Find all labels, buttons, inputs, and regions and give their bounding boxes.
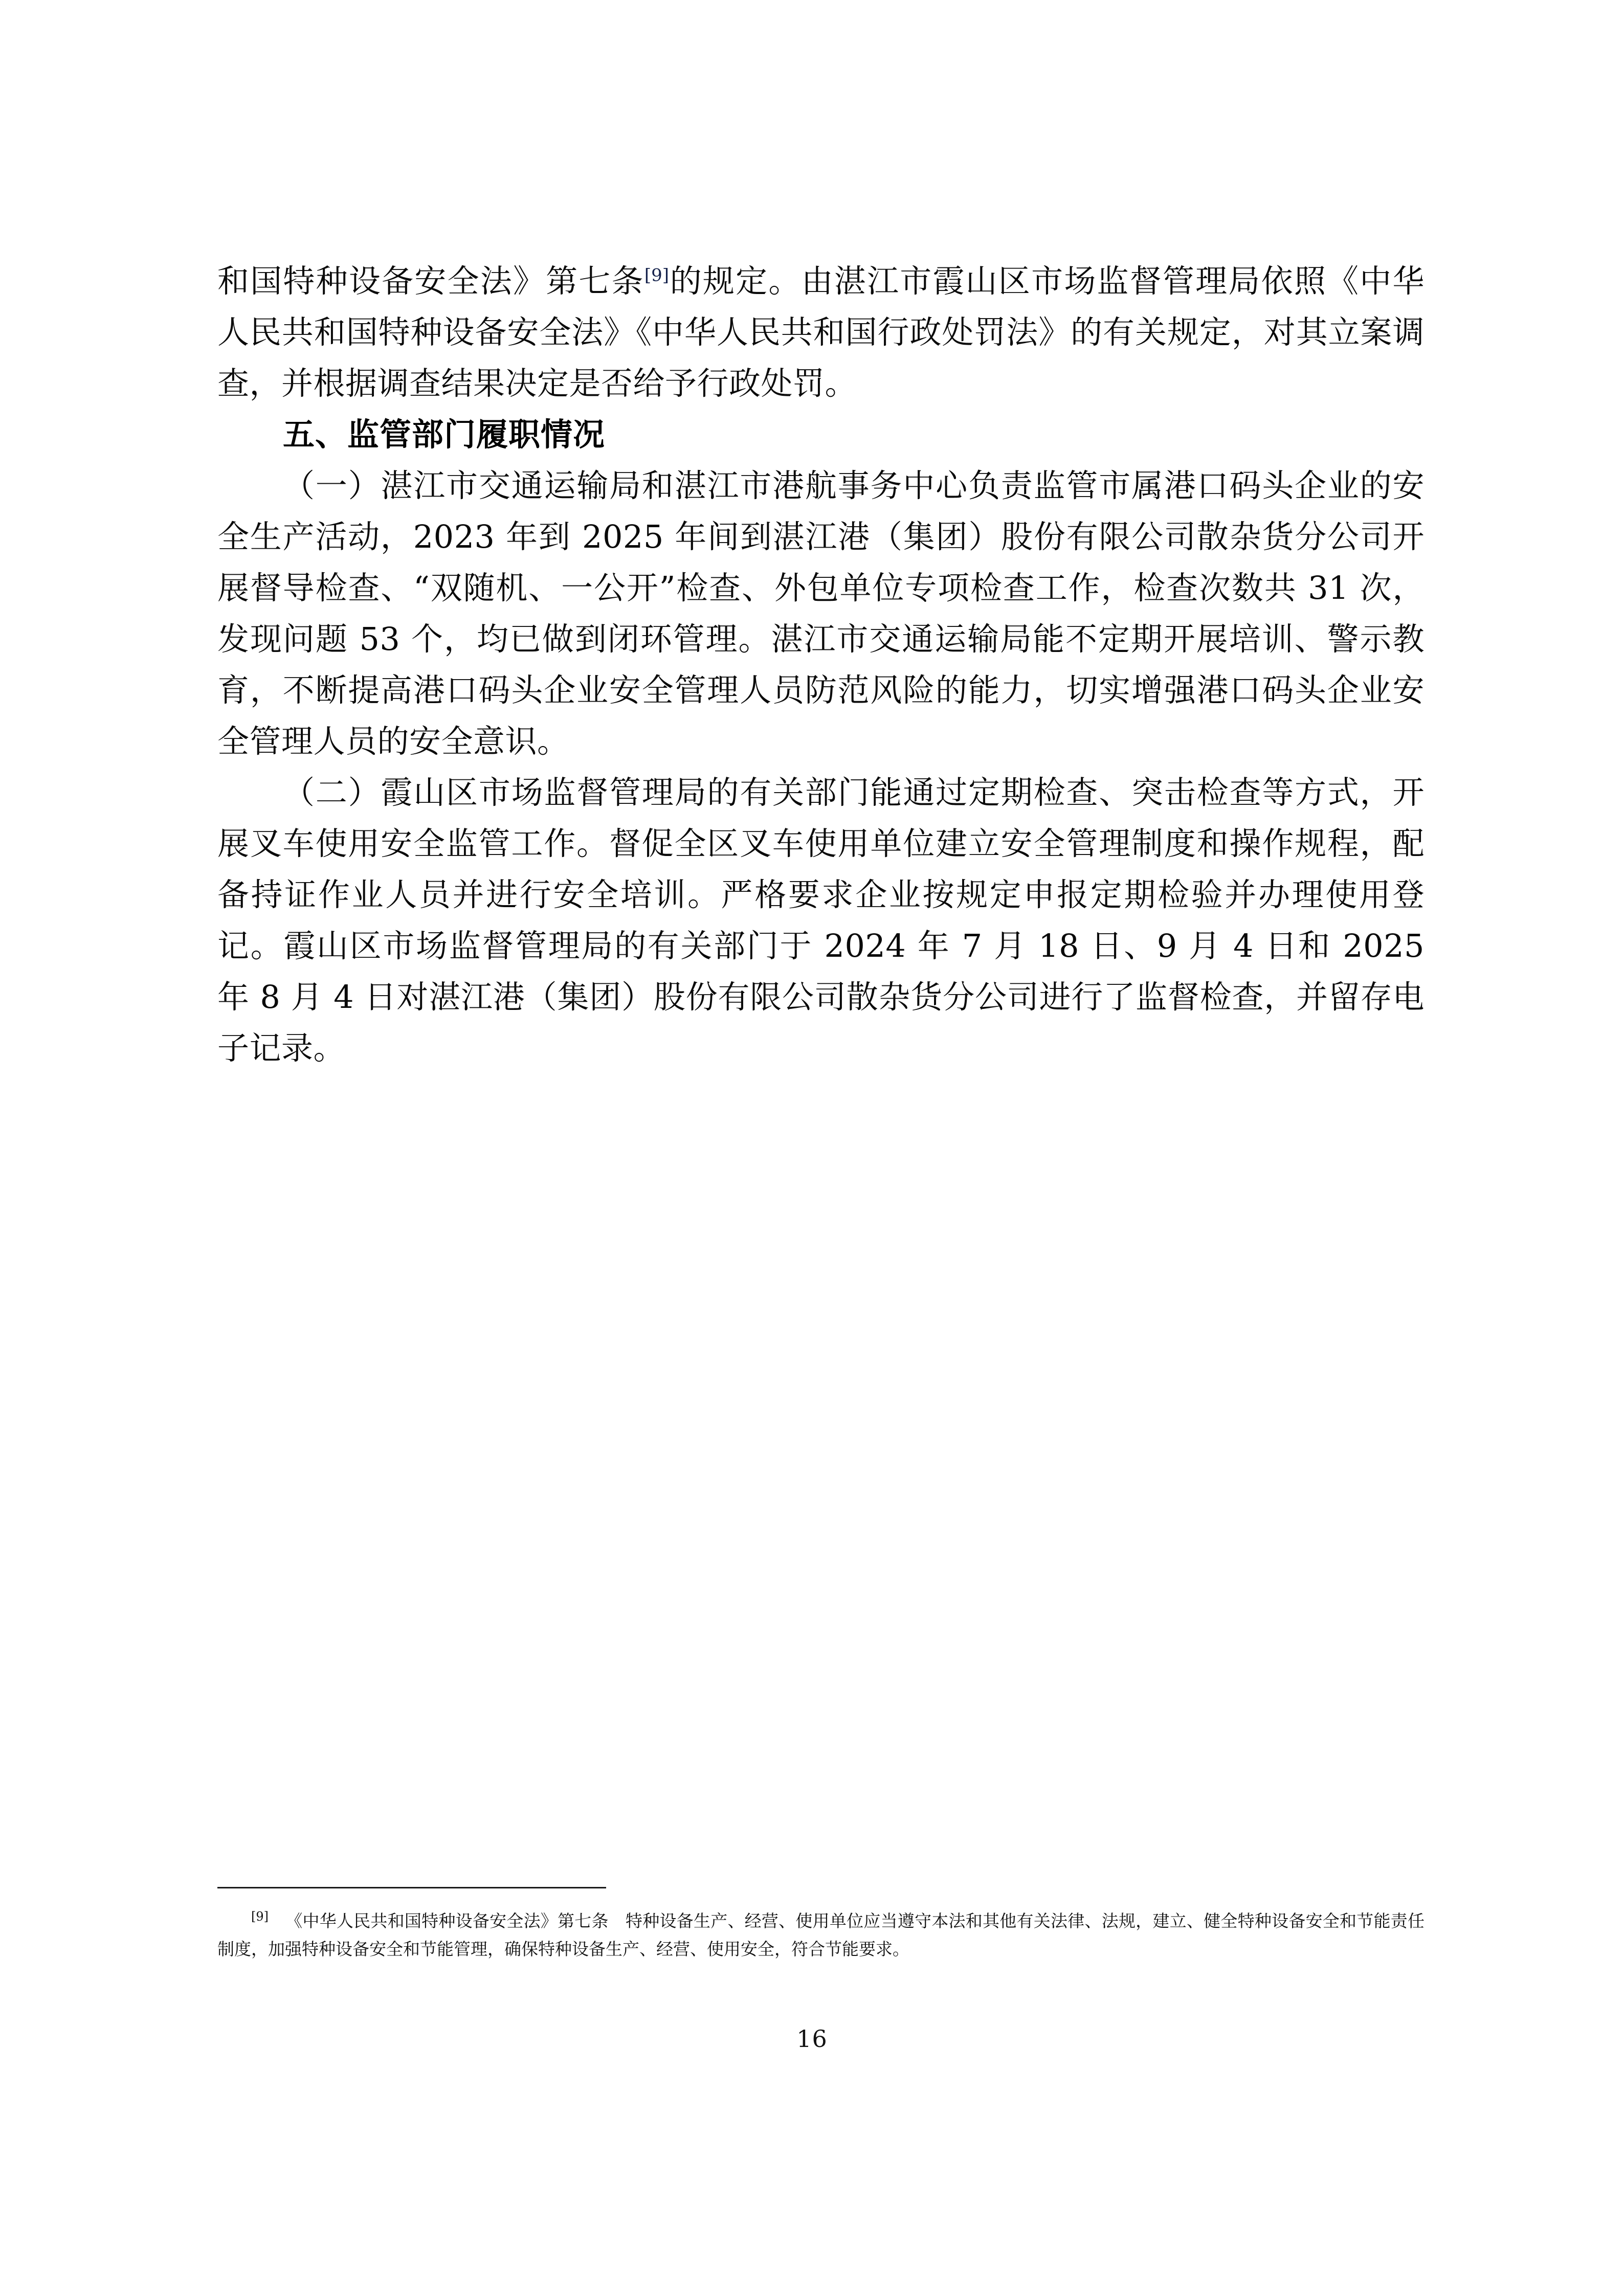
paragraph-continuation <box>217 256 1425 409</box>
footnote-entry-9 <box>217 1907 1425 1963</box>
footnote-area <box>217 1887 1425 1963</box>
footnote-separator-rule <box>217 1887 606 1888</box>
footnote-text: 《中华人民共和国特种设备安全法》第七条 特种设备生产、经营、使用单位应当遵守本法和其他有关法律、法规，建立、健全特种设备安全和节能责任制度，加强特种设备安全和节能管理，确保特种设备生产、经营、使用安全，符合节能要求。 <box>217 1911 1425 1959</box>
page-number: 16 <box>796 2025 828 2053</box>
paragraph-continuation-text-before-ref: 和国特种设备安全法》第七条 <box>217 262 644 300</box>
footnote-reference-9[interactable]: [9] <box>644 265 669 286</box>
page-body <box>217 256 1425 1074</box>
section-heading-five: 五、监管部门履职情况 <box>283 416 606 453</box>
paragraph-item-two: （二）霞山区市场监督管理局的有关部门能通过定期检查、突击检查等方式，开展叉车使用安全监管工作。督促全区叉车使用单位建立安全管理制度和操作规程，配备持证作业人员并进行安全培训。严格要求企业按规定申报定期检验并办理使用登记。霞山区市场监督管理局的有关部门于 2024 年 7 月 18 日、9 月 4 日和 2025 年 8 月 4 日对湛江港（集团）股份有限公司散杂货分公司进行了监督检查，并留存电子记录。 <box>217 774 1425 1067</box>
footnote-marker-9: [9] <box>251 1909 269 1924</box>
paragraph-continuation-text-after-ref: 的规定。由湛江市霞山区市场监督管理局依照《中华人民共和国特种设备安全法》《中华人民共和国行政处罚法》的有关规定，对其立案调查，并根据调查结果决定是否给予行政处罚。 <box>217 262 1425 402</box>
paragraph-item-one: （一）湛江市交通运输局和湛江市港航事务中心负责监管市属港口码头企业的安全生产活动，2023 年到 2025 年间到湛江港（集团）股份有限公司散杂货分公司开展督导检查、“双随机、一公开”检查、外包单位专项检查工作，检查次数共 31 次，发现问题 53 个，均已做到闭环管理。湛江市交通运输局能不定期开展培训、警示教育，不断提高港口码头企业安全管理人员防范风险的能力，切实增强港口码头企业安全管理人员的安全意识。 <box>217 467 1425 760</box>
